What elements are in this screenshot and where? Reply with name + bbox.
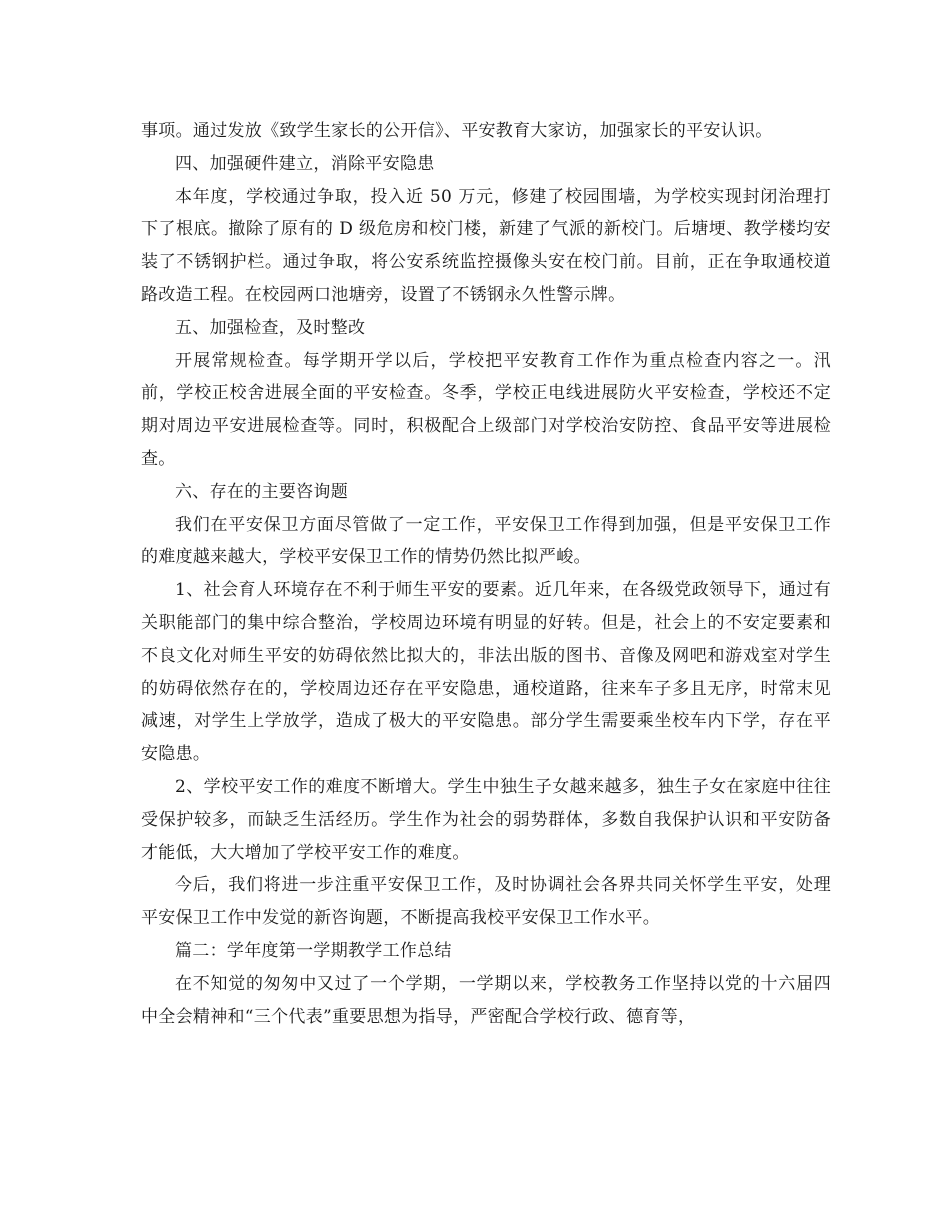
paragraph-inspection: 开展常规检查。每学期开学以后，学校把平安教育工作作为重点检查内容之一。汛前，学校正校舍进展全面的平安检查。冬季，学校正电线进展防火平安检查，学校还不定期对周边平安进展检查等。同时，积极配合上级部门对学校治安防控、食品平安等进展检查。 (141, 350, 831, 469)
section-heading-4: 四、加强硬件建立，消除平安隐患 (175, 153, 435, 174)
paragraph-problem-1: 1、社会育人环境存在不利于师生平安的要素。近几年来，在各级党政领导下，通过有关职能部门的集中综合整治，学校周边环境有明显的好转。但是，社会上的不安定要素和不良文化对师生平安的妨碍依然比拟大的，非法出版的图书、音像及网吧和游戏室对学生的妨碍依然存在的，学校周边还存在平安隐患，通校道路，往来车子多且无序，时常末见减速，对学生上学放学，造成了极大的平安隐患。部分学生需要乘坐校车内下学，存在平安隐患。 (141, 580, 831, 765)
paragraph-article-2-intro: 在不知觉的匆匆中又过了一个学期，一学期以来，学校教务工作坚持以党的十六届四中全会精神和“三个代表”重要思想为指导，严密配合学校行政、德育等， (141, 973, 831, 1027)
section-heading-5: 五、加强检查，及时整改 (175, 317, 366, 338)
paragraph-problem-2: 2、学校平安工作的难度不断增大。学生中独生子女越来越多，独生子女在家庭中往往受保护较多，而缺乏生活经历。学生作为社会的弱势群体，多数自我保护认识和平安防备才能低，大大增加了学校平安工作的难度。 (141, 776, 831, 863)
article-2-title: 篇二：学年度第一学期教学工作总结 (175, 940, 452, 961)
paragraph-problems-intro: 我们在平安保卫方面尽管做了一定工作，平安保卫工作得到加强，但是平安保卫工作的难度越来越大，学校平安保卫工作的情势仍然比拟严峻。 (141, 514, 831, 568)
section-heading-6: 六、存在的主要咨询题 (175, 481, 348, 502)
paragraph-conclusion: 今后，我们将进一步注重平安保卫工作，及时协调社会各界共同关怀学生平安，处理平安保卫工作中发觉的新咨询题，不断提高我校平安保卫工作水平。 (141, 875, 831, 929)
paragraph-continuation: 事项。通过发放《致学生家长的公开信》、平安教育大家访，加强家长的平安认识。 (141, 121, 773, 141)
paragraph-hardware: 本年度，学校通过争取，投入近 50 万元，修建了校园围墙，为学校实现封闭治理打下了根底。撤除了原有的 D 级危房和校门楼，新建了气派的新校门。后塘埂、教学楼均安装了不锈钢护栏。通过争取，将公安系统监控摄像头安在校门前。目前，正在争取通校道路改造工程。在校园两口池塘旁，设置了不锈钢永久性警示牌。 (141, 186, 831, 305)
document-body (141, 115, 831, 1033)
